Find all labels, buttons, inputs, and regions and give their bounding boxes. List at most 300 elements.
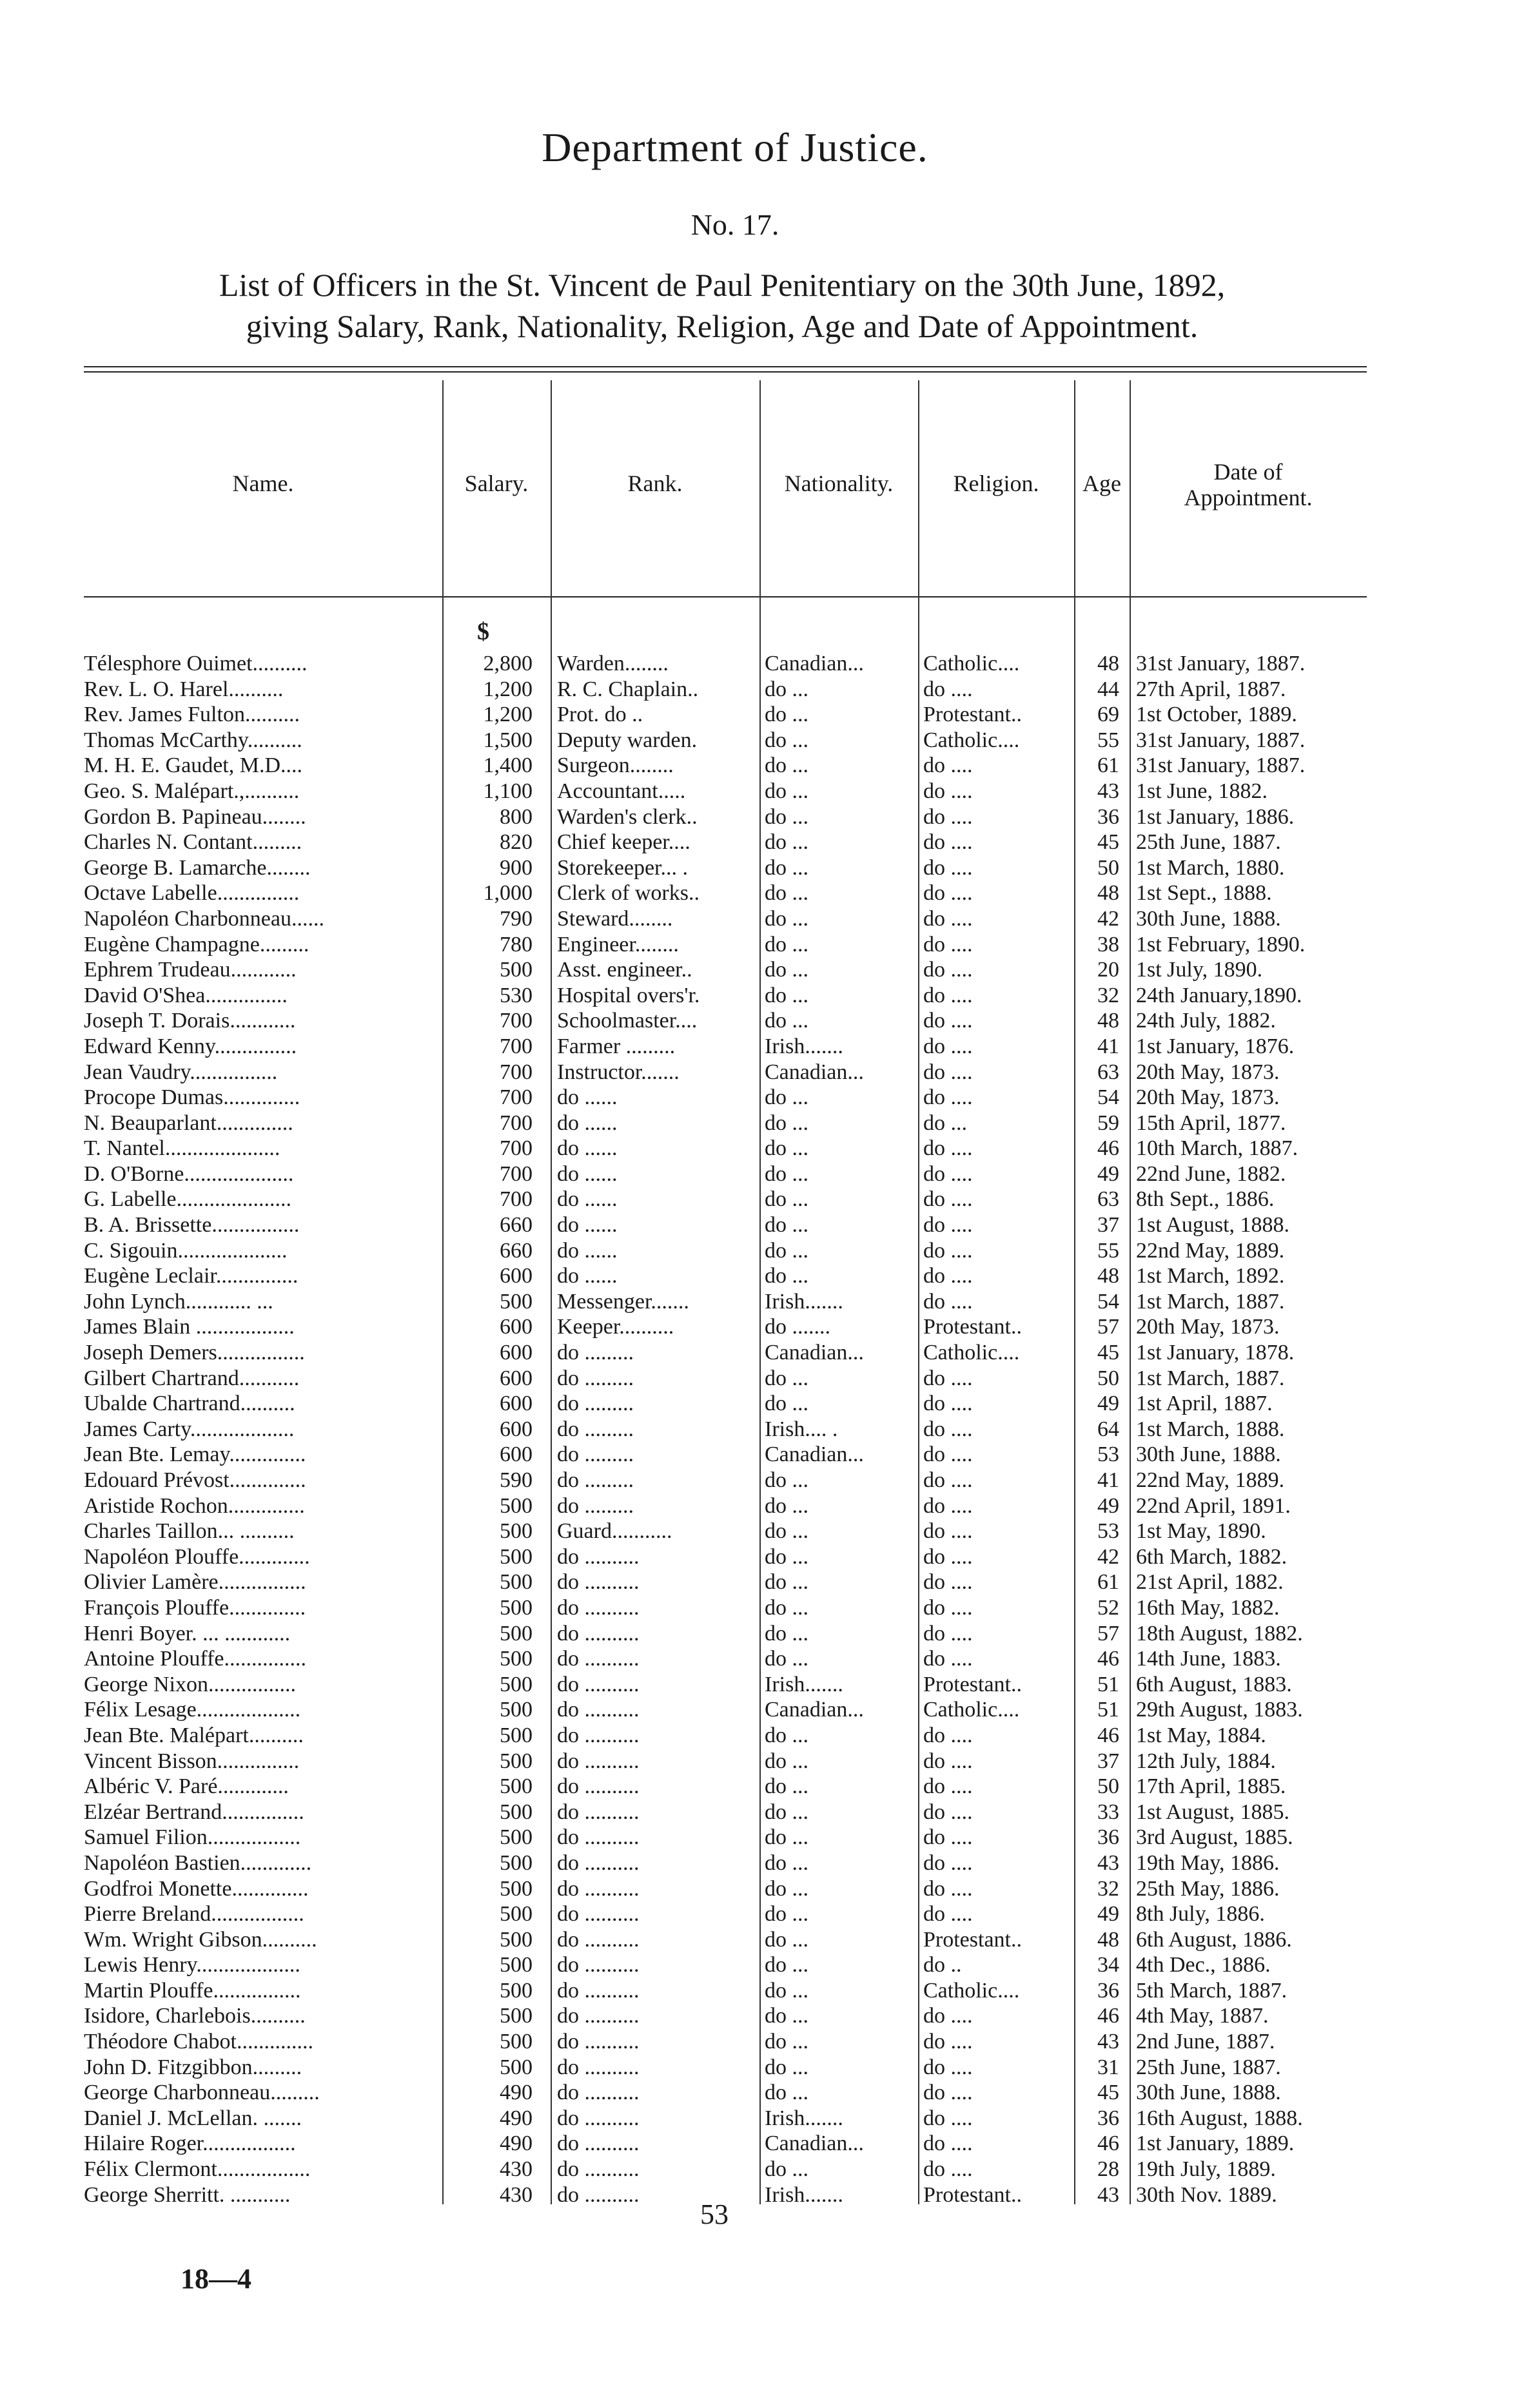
officer-nationality: do ... xyxy=(765,2004,808,2028)
officer-age: 28 xyxy=(1097,2157,1119,2182)
officer-appointment-date: 20th May, 1873. xyxy=(1136,1085,1280,1110)
officer-appointment-date: 1st March, 1887. xyxy=(1136,1289,1285,1314)
officer-nationality: do ... xyxy=(765,1749,808,1773)
officer-appointment-date: 1st January, 1889. xyxy=(1136,2131,1295,2156)
officer-appointment-date: 25th June, 1887. xyxy=(1136,830,1281,855)
officer-salary: 800 xyxy=(500,804,533,829)
officer-name: Joseph Demers................ xyxy=(84,1341,305,1365)
officer-religion: do .... xyxy=(923,2106,973,2130)
column-header-name: Name. xyxy=(232,471,294,496)
officer-age: 32 xyxy=(1097,983,1119,1007)
officer-salary: 500 xyxy=(500,1850,533,1875)
officer-religion: do .... xyxy=(923,1136,973,1161)
table-row xyxy=(0,1008,1537,1034)
officer-salary: 600 xyxy=(500,1366,533,1390)
officer-age: 59 xyxy=(1097,1111,1119,1135)
table-row xyxy=(0,1850,1537,1876)
officer-rank: Prot. do .. xyxy=(557,703,643,727)
table-row xyxy=(0,1723,1537,1749)
column-header-date-line-1: Date of xyxy=(1213,459,1283,485)
officer-name: Charles N. Contant......... xyxy=(84,830,302,855)
table-row xyxy=(0,1493,1537,1519)
column-header-rank: Rank. xyxy=(627,471,683,496)
officer-age: 20 xyxy=(1097,958,1119,982)
officer-rank: do .......... xyxy=(557,1902,640,1927)
table-row xyxy=(0,1238,1537,1264)
officer-appointment-date: 1st August, 1888. xyxy=(1136,1213,1290,1238)
officer-nationality: do ... xyxy=(765,1927,808,1952)
officer-religion: do .... xyxy=(923,1009,973,1033)
officer-name: George Sherritt. ........... xyxy=(84,2182,291,2207)
officer-name: Godfroi Monette.............. xyxy=(84,1876,309,1901)
officer-age: 55 xyxy=(1097,728,1119,752)
officer-religion: do .... xyxy=(923,932,973,956)
officer-age: 44 xyxy=(1097,677,1119,701)
officer-nationality: do ... xyxy=(765,1723,808,1747)
officer-nationality: do ... xyxy=(765,1264,808,1288)
officer-appointment-date: 25th May, 1886. xyxy=(1136,1876,1280,1901)
officer-age: 36 xyxy=(1097,1825,1119,1850)
officer-name: Jean Bte. Lemay.............. xyxy=(84,1442,306,1467)
officer-rank: do ......... xyxy=(557,1392,634,1416)
officer-appointment-date: 20th May, 1873. xyxy=(1136,1315,1280,1339)
officer-religion: do .... xyxy=(923,1392,973,1416)
table-row xyxy=(0,1595,1537,1621)
officer-age: 63 xyxy=(1097,1187,1119,1212)
officer-age: 45 xyxy=(1097,830,1119,855)
officer-appointment-date: 20th May, 1873. xyxy=(1136,1060,1280,1084)
officer-age: 46 xyxy=(1097,1647,1119,1671)
currency-symbol: $ xyxy=(477,618,489,645)
officer-rank: Accountant..... xyxy=(557,779,686,803)
officer-age: 46 xyxy=(1097,1723,1119,1747)
officer-age: 46 xyxy=(1097,1136,1119,1161)
officer-name: Napoléon Charbonneau...... xyxy=(84,906,324,931)
officer-name: George Charbonneau......... xyxy=(84,2081,320,2105)
officer-nationality: do ... xyxy=(765,1238,808,1263)
officer-age: 53 xyxy=(1097,1442,1119,1467)
officer-salary: 500 xyxy=(500,1749,533,1773)
officer-name: Ubalde Chartrand.......... xyxy=(84,1392,295,1416)
officer-religion: do .... xyxy=(923,1085,973,1110)
officer-rank: Storekeeper... . xyxy=(557,855,688,880)
officer-religion: do .... xyxy=(923,1902,973,1927)
officer-appointment-date: 1st January, 1876. xyxy=(1136,1034,1295,1058)
table-row xyxy=(0,1646,1537,1672)
officer-religion: do .... xyxy=(923,1493,973,1518)
officer-appointment-date: 1st February, 1890. xyxy=(1136,932,1306,956)
officer-name: John D. Fitzgibbon......... xyxy=(84,2055,302,2079)
officer-rank: Engineer........ xyxy=(557,932,679,956)
officer-rank: Messenger....... xyxy=(557,1289,689,1314)
officer-age: 33 xyxy=(1097,1800,1119,1824)
table-row xyxy=(0,728,1537,753)
officer-name: Wm. Wright Gibson.......... xyxy=(84,1927,317,1952)
officer-nationality: do ... xyxy=(765,1647,808,1671)
table-row xyxy=(0,2157,1537,2182)
officer-religion: do .... xyxy=(923,1519,973,1544)
table-row xyxy=(0,1161,1537,1187)
officer-salary: 600 xyxy=(500,1264,533,1288)
officer-nationality: Irish.... . xyxy=(765,1417,838,1441)
officer-salary: 820 xyxy=(500,830,533,855)
officer-name: G. Labelle..................... xyxy=(84,1187,291,1212)
officer-salary: 500 xyxy=(500,2030,533,2054)
column-header-nationality: Nationality. xyxy=(784,471,894,496)
officer-rank: do .......... xyxy=(557,1647,640,1671)
table-row xyxy=(0,1927,1537,1953)
officer-appointment-date: 1st July, 1890. xyxy=(1136,958,1263,982)
officer-nationality: Irish....... xyxy=(765,1672,843,1696)
officer-rank: do .......... xyxy=(557,1621,640,1646)
officer-appointment-date: 22nd May, 1889. xyxy=(1136,1238,1285,1263)
officer-salary: 500 xyxy=(500,1825,533,1850)
officer-rank: do .......... xyxy=(557,1800,640,1824)
officer-religion: do .... xyxy=(923,1774,973,1799)
officer-age: 32 xyxy=(1097,1876,1119,1901)
officer-nationality: do ... xyxy=(765,804,808,829)
officer-salary: 900 xyxy=(500,855,533,880)
officer-religion: do .... xyxy=(923,1442,973,1467)
officer-religion: Catholic.... xyxy=(923,728,1020,752)
officer-salary: 600 xyxy=(500,1417,533,1441)
officer-name: Félix Lesage................... xyxy=(84,1698,301,1722)
officer-name: Samuel Filion................. xyxy=(84,1825,301,1850)
table-row xyxy=(0,1085,1537,1111)
officer-salary: 700 xyxy=(500,1136,533,1161)
officer-salary: 500 xyxy=(500,958,533,982)
officer-age: 49 xyxy=(1097,1493,1119,1518)
officer-appointment-date: 25th June, 1887. xyxy=(1136,2055,1281,2079)
officer-rank: do ...... xyxy=(557,1187,618,1212)
table-row xyxy=(0,1621,1537,1647)
table-row xyxy=(0,651,1537,677)
table-row xyxy=(0,1391,1537,1417)
officer-age: 37 xyxy=(1097,1213,1119,1238)
officer-rank: Steward........ xyxy=(557,906,673,931)
column-header-salary: Salary. xyxy=(464,471,529,496)
officer-appointment-date: 31st January, 1887. xyxy=(1136,753,1306,778)
table-row xyxy=(0,2029,1537,2055)
officer-name: David O'Shea............... xyxy=(84,983,288,1007)
officer-nationality: do ... xyxy=(765,1544,808,1569)
officer-appointment-date: 1st October, 1889. xyxy=(1136,703,1297,727)
officer-age: 61 xyxy=(1097,1570,1119,1595)
table-row xyxy=(0,1672,1537,1698)
officer-salary: 600 xyxy=(500,1442,533,1467)
officer-nationality: do ... xyxy=(765,1953,808,1977)
officer-salary: 500 xyxy=(500,1570,533,1595)
table-row xyxy=(0,1774,1537,1800)
officer-salary: 660 xyxy=(500,1238,533,1263)
officer-name: Albéric V. Paré............. xyxy=(84,1774,289,1799)
officer-age: 48 xyxy=(1097,1009,1119,1033)
officer-nationality: do ... xyxy=(765,728,808,752)
officer-religion: do .... xyxy=(923,677,973,701)
officer-religion: do .... xyxy=(923,1647,973,1671)
officer-religion: do .... xyxy=(923,2157,973,2182)
officer-name: D. O'Borne.................... xyxy=(84,1161,294,1186)
officer-salary: 500 xyxy=(500,2004,533,2028)
officer-salary: 500 xyxy=(500,1672,533,1696)
officer-name: Félix Clermont................. xyxy=(84,2157,311,2182)
table-row xyxy=(0,880,1537,906)
officer-age: 34 xyxy=(1097,1953,1119,1977)
officer-rank: do .......... xyxy=(557,1570,640,1595)
officer-religion: do .... xyxy=(923,830,973,855)
officer-religion: do .... xyxy=(923,1800,973,1824)
officer-rank: do ...... xyxy=(557,1213,618,1238)
officer-appointment-date: 21st April, 1882. xyxy=(1136,1570,1284,1595)
document-title xyxy=(71,264,1373,347)
officer-appointment-date: 22nd May, 1889. xyxy=(1136,1468,1285,1492)
officer-appointment-date: 12th July, 1884. xyxy=(1136,1749,1276,1773)
officer-nationality: do ... xyxy=(765,1621,808,1646)
officer-nationality: do ... xyxy=(765,2157,808,2182)
officer-rank: do .......... xyxy=(557,1850,640,1875)
officer-rank: do .......... xyxy=(557,1698,640,1722)
officer-rank: R. C. Chaplain.. xyxy=(557,677,699,701)
officer-age: 38 xyxy=(1097,932,1119,956)
officer-appointment-date: 8th July, 1886. xyxy=(1136,1902,1265,1927)
officer-nationality: do ... xyxy=(765,1876,808,1901)
officer-salary: 1,000 xyxy=(483,881,533,906)
officer-salary: 500 xyxy=(500,1978,533,2003)
officer-rank: do .......... xyxy=(557,1749,640,1773)
table-row xyxy=(0,753,1537,779)
officer-name: Ephrem Trudeau............ xyxy=(84,958,297,982)
officer-appointment-date: 8th Sept., 1886. xyxy=(1136,1187,1275,1212)
officer-appointment-date: 31st January, 1887. xyxy=(1136,652,1306,675)
officer-salary: 430 xyxy=(500,2182,533,2207)
table-row xyxy=(0,1952,1537,1978)
officers-table xyxy=(0,651,1537,2208)
officer-religion: do .... xyxy=(923,1850,973,1875)
officer-age: 49 xyxy=(1097,1902,1119,1927)
officer-appointment-date: 5th March, 1887. xyxy=(1136,1978,1287,2003)
officer-appointment-date: 1st April, 1887. xyxy=(1136,1392,1273,1416)
officer-rank: do .......... xyxy=(557,2004,640,2028)
officer-name: Gordon B. Papineau........ xyxy=(84,804,306,829)
officer-age: 42 xyxy=(1097,1544,1119,1569)
department-heading: Department of Justice. xyxy=(542,124,928,170)
officer-appointment-date: 15th April, 1877. xyxy=(1136,1111,1286,1135)
officer-salary: 500 xyxy=(500,1493,533,1518)
officer-salary: 1,400 xyxy=(483,753,533,778)
officer-nationality: Irish....... xyxy=(765,2106,843,2130)
officer-nationality: do ... xyxy=(765,1978,808,2003)
officer-name: N. Beauparlant.............. xyxy=(84,1111,293,1135)
officer-salary: 500 xyxy=(500,1800,533,1824)
officer-nationality: do ... xyxy=(765,2081,808,2105)
officer-appointment-date: 1st March, 1880. xyxy=(1136,855,1285,880)
officer-rank: do .......... xyxy=(557,2030,640,2054)
officer-salary: 490 xyxy=(500,2131,533,2156)
officer-age: 61 xyxy=(1097,753,1119,778)
officer-religion: do .... xyxy=(923,1238,973,1263)
officer-rank: Farmer ......... xyxy=(557,1034,676,1058)
officer-religion: Catholic.... xyxy=(923,1978,1020,2003)
officer-nationality: do ... xyxy=(765,1468,808,1492)
officer-rank: do ......... xyxy=(557,1366,634,1390)
officer-age: 46 xyxy=(1097,2131,1119,2156)
officer-age: 48 xyxy=(1097,652,1119,675)
officer-appointment-date: 29th August, 1883. xyxy=(1136,1698,1303,1722)
officer-religion: Protestant.. xyxy=(923,2182,1022,2207)
officer-appointment-date: 22nd April, 1891. xyxy=(1136,1493,1291,1518)
officer-name: M. H. E. Gaudet, M.D.... xyxy=(84,753,303,778)
officer-appointment-date: 1st May, 1890. xyxy=(1136,1519,1266,1544)
officer-name: Aristide Rochon.............. xyxy=(84,1493,305,1518)
officer-rank: do ......... xyxy=(557,1417,634,1441)
officer-appointment-date: 2nd June, 1887. xyxy=(1136,2030,1275,2054)
officer-nationality: do ... xyxy=(765,677,808,701)
officer-nationality: do ... xyxy=(765,1213,808,1238)
officer-salary: 1,500 xyxy=(483,728,533,752)
officer-rank: do .......... xyxy=(557,2055,640,2079)
officer-appointment-date: 1st January, 1878. xyxy=(1136,1341,1295,1365)
officer-name: Eugène Leclair............... xyxy=(84,1264,299,1288)
officer-age: 45 xyxy=(1097,1341,1119,1365)
table-row xyxy=(0,1060,1537,1085)
officer-salary: 490 xyxy=(500,2081,533,2105)
officer-name: Geo. S. Malépart.,.......... xyxy=(84,779,300,803)
officer-salary: 780 xyxy=(500,932,533,956)
officer-nationality: do ... xyxy=(765,1161,808,1186)
officer-nationality: do ... xyxy=(765,958,808,982)
officer-appointment-date: 4th May, 1887. xyxy=(1136,2004,1269,2028)
officer-rank: Asst. engineer.. xyxy=(557,958,692,982)
officer-religion: do .... xyxy=(923,1723,973,1747)
officer-rank: do .......... xyxy=(557,1544,640,1569)
officer-appointment-date: 30th June, 1888. xyxy=(1136,2081,1281,2105)
officer-age: 50 xyxy=(1097,1366,1119,1390)
officer-salary: 700 xyxy=(500,1187,533,1212)
table-row xyxy=(0,1263,1537,1289)
officer-rank: do .......... xyxy=(557,1595,640,1620)
officer-appointment-date: 1st March, 1888. xyxy=(1136,1417,1285,1441)
officer-religion: do .... xyxy=(923,2030,973,2054)
table-row xyxy=(0,1825,1537,1850)
table-row xyxy=(0,702,1537,728)
document-number: No. 17. xyxy=(690,208,779,241)
table-row xyxy=(0,855,1537,881)
officer-nationality: do ... xyxy=(765,881,808,906)
officer-name: Joseph T. Dorais............ xyxy=(84,1009,296,1033)
table-row xyxy=(0,957,1537,983)
officer-age: 64 xyxy=(1097,1417,1119,1441)
officer-name: Théodore Chabot.............. xyxy=(84,2030,313,2054)
table-row xyxy=(0,2106,1537,2131)
officer-religion: do .... xyxy=(923,753,973,778)
table-row xyxy=(0,1697,1537,1723)
officer-nationality: Irish....... xyxy=(765,2182,843,2207)
officer-religion: do .... xyxy=(923,906,973,931)
officer-name: John Lynch............ ... xyxy=(84,1289,273,1314)
officer-salary: 500 xyxy=(500,1621,533,1646)
officer-appointment-date: 31st January, 1887. xyxy=(1136,728,1306,752)
officer-name: Napoléon Plouffe............. xyxy=(84,1544,310,1569)
officer-age: 48 xyxy=(1097,881,1119,906)
officer-rank: Guard........... xyxy=(557,1519,672,1544)
officer-appointment-date: 1st June, 1882. xyxy=(1136,779,1268,803)
officer-religion: Protestant.. xyxy=(923,1315,1022,1339)
officer-appointment-date: 1st May, 1884. xyxy=(1136,1723,1266,1747)
table-row xyxy=(0,1366,1537,1392)
table-row xyxy=(0,2003,1537,2029)
officer-salary: 500 xyxy=(500,1723,533,1747)
officer-name: T. Nantel..................... xyxy=(84,1136,280,1161)
officer-nationality: Canadian... xyxy=(765,652,864,675)
table-row xyxy=(0,1136,1537,1161)
officer-religion: do .... xyxy=(923,804,973,829)
table-row xyxy=(0,2182,1537,2208)
officer-name: Isidore, Charlebois.......... xyxy=(84,2004,306,2028)
officer-nationality: do ... xyxy=(765,906,808,931)
officer-nationality: Canadian... xyxy=(765,2131,864,2156)
table-row xyxy=(0,779,1537,804)
officer-salary: 500 xyxy=(500,1519,533,1544)
officer-name: Martin Plouffe................ xyxy=(84,1978,301,2003)
officer-age: 53 xyxy=(1097,1519,1119,1544)
officer-salary: 600 xyxy=(500,1392,533,1416)
officer-name: George B. Lamarche........ xyxy=(84,855,311,880)
officer-nationality: do ... xyxy=(765,1187,808,1212)
officer-appointment-date: 17th April, 1885. xyxy=(1136,1774,1286,1799)
officer-salary: 490 xyxy=(500,2106,533,2130)
officer-rank: do ...... xyxy=(557,1161,618,1186)
column-header-date-line-2: Appointment. xyxy=(1184,485,1313,510)
officer-age: 50 xyxy=(1097,855,1119,880)
table-row xyxy=(0,830,1537,855)
officer-religion: do .... xyxy=(923,2081,973,2105)
officer-religion: do .... xyxy=(923,1876,973,1901)
officer-religion: do .... xyxy=(923,1570,973,1595)
officer-religion: do .... xyxy=(923,779,973,803)
officer-age: 54 xyxy=(1097,1085,1119,1110)
officer-nationality: do ... xyxy=(765,1774,808,1799)
table-row xyxy=(0,1111,1537,1136)
table-row xyxy=(0,1187,1537,1212)
officer-religion: do .... xyxy=(923,1595,973,1620)
officer-religion: do .... xyxy=(923,1264,973,1288)
table-row xyxy=(0,1212,1537,1238)
table-row xyxy=(0,1314,1537,1340)
officer-religion: do .... xyxy=(923,1621,973,1646)
officer-religion: Catholic.... xyxy=(923,1341,1020,1365)
top-rule xyxy=(84,366,1367,367)
officer-nationality: do ... xyxy=(765,1850,808,1875)
officer-appointment-date: 6th March, 1882. xyxy=(1136,1544,1287,1569)
officer-rank: do .......... xyxy=(557,1953,640,1977)
officer-salary: 500 xyxy=(500,1876,533,1901)
officer-rank: do .......... xyxy=(557,1672,640,1696)
officer-religion: do .... xyxy=(923,1187,973,1212)
officer-nationality: do ... xyxy=(765,1392,808,1416)
table-row xyxy=(0,804,1537,830)
officer-religion: do .... xyxy=(923,1825,973,1850)
officer-salary: 1,200 xyxy=(483,703,533,727)
officer-salary: 700 xyxy=(500,1111,533,1135)
officer-salary: 500 xyxy=(500,1698,533,1722)
printer-signature: 18—4 xyxy=(181,2263,251,2295)
officer-religion: do .... xyxy=(923,1749,973,1773)
officer-nationality: do ... xyxy=(765,753,808,778)
officer-appointment-date: 10th March, 1887. xyxy=(1136,1136,1298,1161)
officer-age: 37 xyxy=(1097,1749,1119,1773)
officer-name: Napoléon Bastien............. xyxy=(84,1850,312,1875)
officer-rank: do ......... xyxy=(557,1493,634,1518)
